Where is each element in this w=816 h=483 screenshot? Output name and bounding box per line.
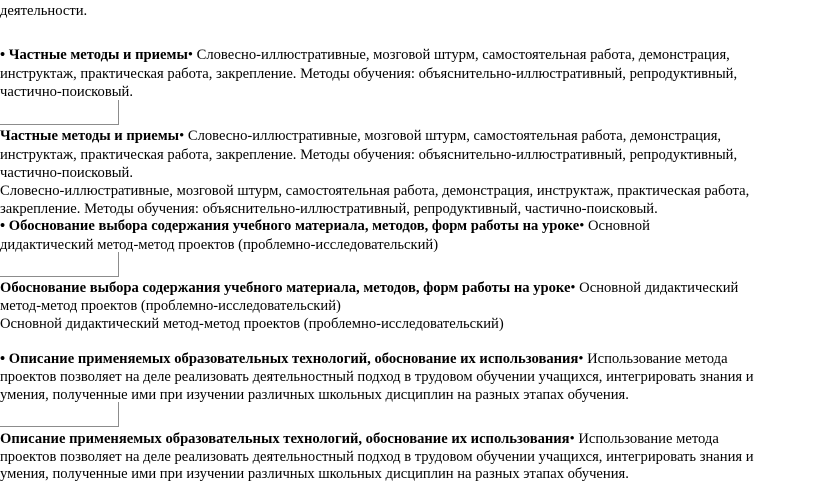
heading-technologies	[0, 430, 719, 448]
heading-bold: • Частные методы и приемы	[0, 47, 188, 63]
heading-justification	[0, 279, 738, 297]
text-line: проектов позволяет на деле реализовать деятельностный подход в трудовом обучении учащихся, интегрировать знания и	[0, 369, 754, 385]
box-separator	[0, 100, 119, 125]
text-line: умения, полученные ими при изучении различных школьных дисциплин на разных этапах обучения.	[0, 466, 629, 482]
text-line: дидактический метод-метод проектов (проблемно-исследовательский)	[0, 237, 439, 253]
heading-rest: • Словесно-иллюстративные, мозговой штурм, самостоятельная работа, демонстрация,	[187, 47, 730, 63]
heading-bold: • Описание применяемых образовательных технологий, обоснование их использования	[0, 351, 579, 367]
heading-rest: • Словесно-иллюстративные, мозговой штурм, самостоятельная работа, демонстрация,	[179, 128, 722, 144]
box-separator	[0, 252, 119, 277]
text-line: частично-поисковый.	[0, 84, 133, 100]
text-line: проектов позволяет на деле реализовать деятельностный подход в трудовом обучении учащихся, интегрировать знания и	[0, 449, 754, 465]
bullet-heading-private-methods	[0, 46, 730, 64]
heading-bold: Обоснование выбора содержания учебного материала, методов, форм работы на уроке	[0, 280, 571, 296]
text-line: Словесно-иллюстративные, мозговой штурм, самостоятельная работа, демонстрация, инструктаж, практическая работа,	[0, 183, 750, 199]
heading-bold: Частные методы и приемы	[0, 128, 180, 144]
text-line: метод-метод проектов (проблемно-исследовательский)	[0, 298, 341, 314]
bullet-heading-technologies	[0, 350, 728, 368]
heading-rest: • Использование метода	[569, 431, 719, 447]
heading-rest: • Использование метода	[578, 351, 728, 367]
heading-private-methods	[0, 127, 721, 145]
heading-rest: • Основной	[579, 218, 650, 234]
bullet-heading-justification	[0, 217, 650, 235]
text-line: инструктаж, практическая работа, закрепление. Методы обучения: объяснительно-иллюстративный, репродуктивный,	[0, 66, 738, 82]
heading-rest: • Основной дидактический	[570, 280, 739, 296]
box-separator	[0, 402, 119, 427]
text-line: частично-поисковый.	[0, 165, 133, 181]
text-line: инструктаж, практическая работа, закрепление. Методы обучения: объяснительно-иллюстративный, репродуктивный,	[0, 147, 738, 163]
text-line: закрепление. Методы обучения: объяснительно-иллюстративный, репродуктивный, частично-поисковый.	[0, 201, 658, 217]
heading-bold: Описание применяемых образовательных технологий, обоснование их использования	[0, 431, 570, 447]
text-line: Основной дидактический метод-метод проектов (проблемно-исследовательский)	[0, 316, 504, 332]
text-line: умения, полученные ими при изучении различных школьных дисциплин на разных этапах обучения.	[0, 387, 629, 403]
text-line: деятельности.	[0, 3, 88, 19]
heading-bold: • Обоснование выбора содержания учебного материала, методов, форм работы на уроке	[0, 218, 580, 234]
